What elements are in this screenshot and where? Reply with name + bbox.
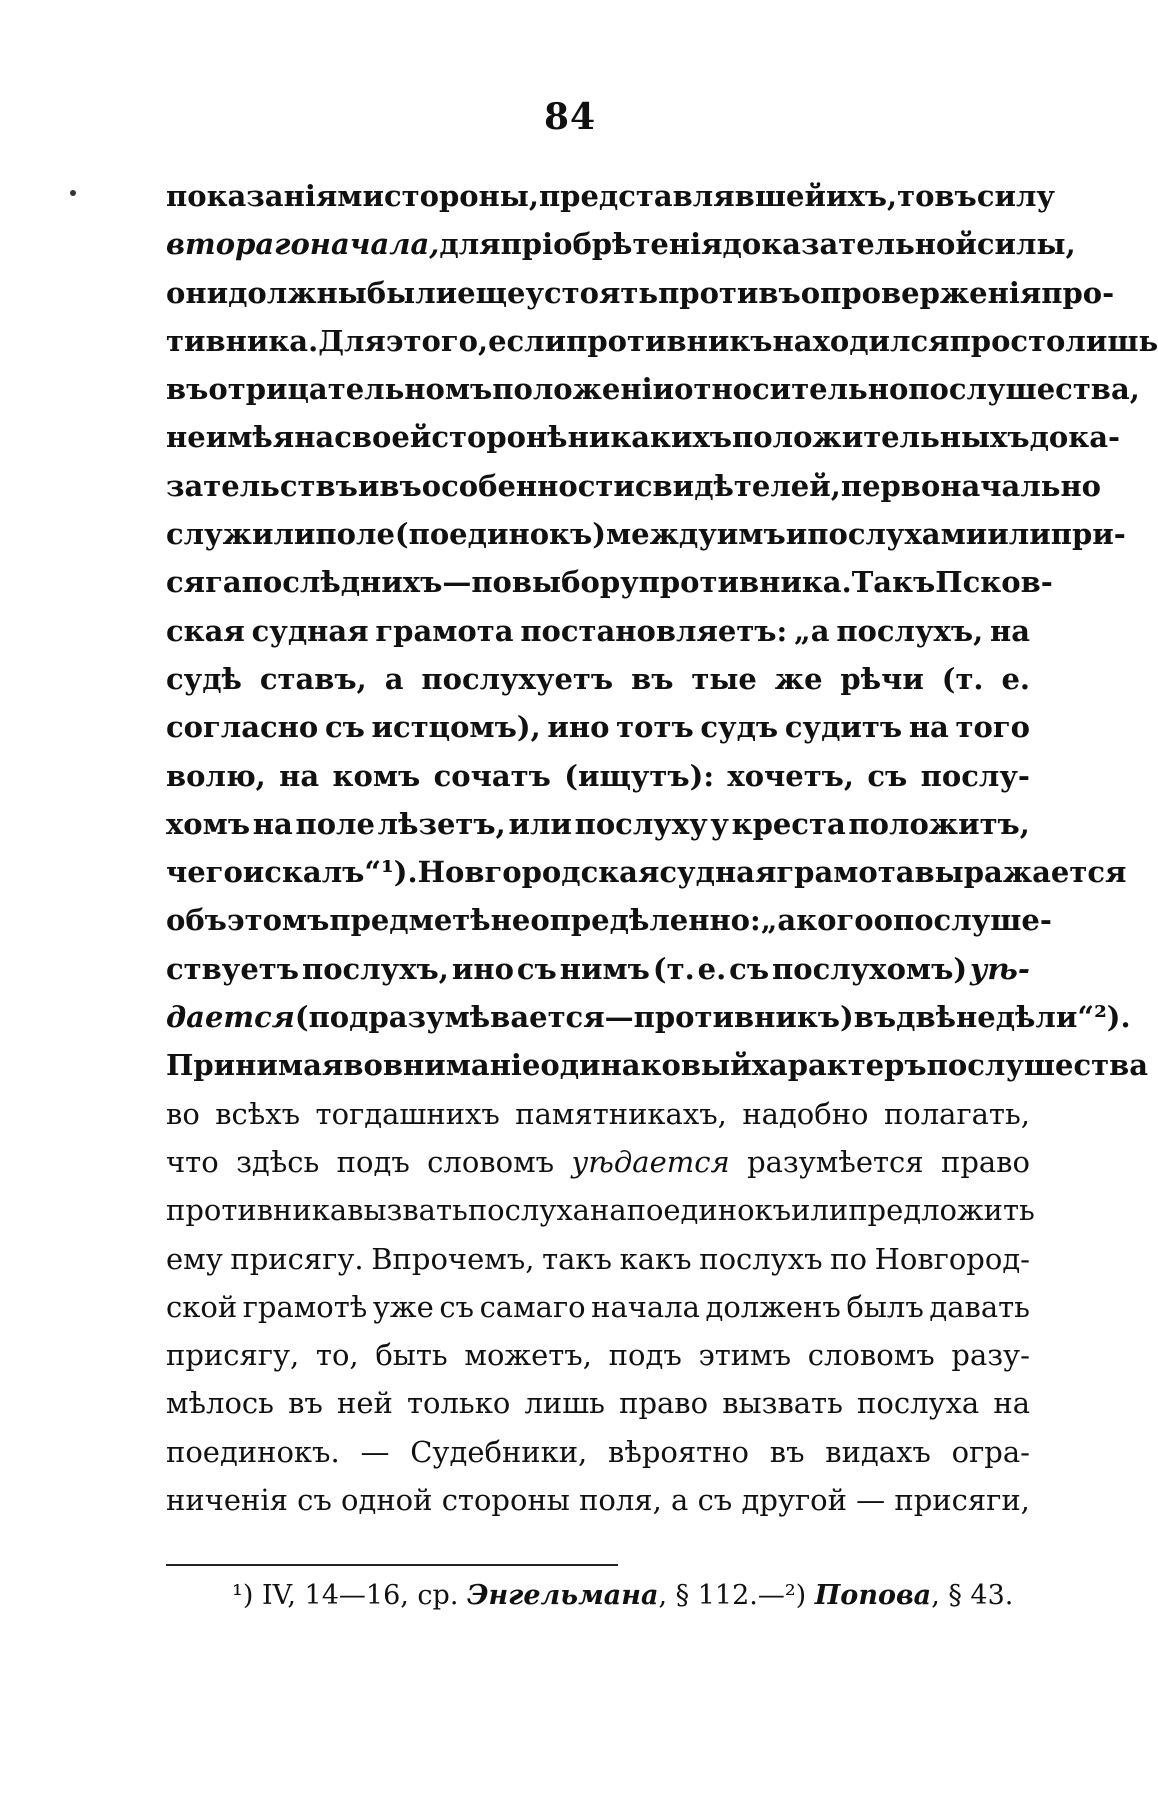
text-line xyxy=(166,220,1076,268)
text-line xyxy=(166,945,1030,993)
text-line xyxy=(166,1235,1030,1283)
word: послухами xyxy=(807,517,988,552)
word: постановляетъ: xyxy=(520,613,788,648)
word: стороны xyxy=(441,1483,570,1518)
text-line xyxy=(166,1090,1030,1138)
text-line xyxy=(166,800,1030,848)
word: выбору xyxy=(511,565,639,600)
word: (поединокъ) xyxy=(394,517,606,552)
word: во xyxy=(166,1096,200,1131)
word: если xyxy=(488,323,567,358)
word: волю, xyxy=(166,758,266,793)
word: между xyxy=(605,517,717,552)
word: согласно xyxy=(166,710,319,745)
word: (т. xyxy=(652,951,695,986)
word: былъ xyxy=(846,1289,924,1324)
footnote-divider xyxy=(166,1564,618,1566)
word: то xyxy=(897,179,935,213)
word: противника. xyxy=(638,565,852,600)
word: этомъ xyxy=(226,903,330,938)
word: втораго xyxy=(166,227,310,262)
word: имѣя xyxy=(205,420,295,455)
word: послуха xyxy=(857,1386,980,1421)
footnote-ref-text: , § 112.—²) xyxy=(658,1580,807,1611)
word: первоначально xyxy=(840,468,1102,503)
text-line xyxy=(166,1476,1030,1524)
word: памятникахъ, xyxy=(515,1096,727,1131)
word: съ xyxy=(697,1483,733,1518)
word: послухъ, xyxy=(301,951,449,986)
word: показанiями xyxy=(166,179,384,213)
word: видахъ xyxy=(825,1434,931,1469)
word: и xyxy=(357,468,380,503)
text-line xyxy=(166,848,1127,896)
word: на xyxy=(589,1193,627,1228)
word: выражается xyxy=(914,855,1127,890)
word: сяга xyxy=(166,565,242,600)
word: этимъ xyxy=(698,1338,792,1373)
word: зательствъ xyxy=(166,468,358,503)
word: уѣдается xyxy=(571,1144,730,1179)
word: съ xyxy=(729,951,770,986)
word: предложить xyxy=(848,1193,1035,1228)
word: не xyxy=(166,420,206,455)
word: право xyxy=(940,1144,1030,1179)
footnote-ref-text: , § 43. xyxy=(931,1580,1014,1611)
word: а xyxy=(384,661,404,696)
word: подъ xyxy=(336,1144,410,1179)
word: — xyxy=(442,565,472,600)
footnote xyxy=(232,1576,1032,1616)
word: неопредѣленно: xyxy=(490,903,761,938)
word: ствуетъ xyxy=(166,951,300,986)
text-line xyxy=(166,1283,1030,1331)
word: Судебники, xyxy=(410,1434,588,1469)
word: и xyxy=(785,517,808,552)
word: лишь xyxy=(1065,323,1158,358)
word: послухомъ) xyxy=(772,951,968,986)
word: ²). xyxy=(1094,1000,1131,1035)
word: разу- xyxy=(951,1338,1030,1373)
word: судная xyxy=(659,855,777,890)
word: того xyxy=(955,710,1030,745)
word: во xyxy=(343,1048,383,1083)
word: Новгород- xyxy=(874,1241,1030,1276)
word: по xyxy=(471,565,512,600)
word: про- xyxy=(1041,275,1115,310)
word: присягу, xyxy=(166,1338,300,1373)
word: особенности xyxy=(421,468,635,503)
word: начала xyxy=(591,1289,700,1324)
word: ской xyxy=(166,1289,238,1324)
word: послушества xyxy=(926,1048,1149,1083)
word: самаго xyxy=(479,1289,586,1324)
word: этого, xyxy=(385,323,489,358)
text-line xyxy=(166,703,1030,751)
footnote-author: Попова xyxy=(814,1580,932,1611)
text-line xyxy=(166,993,1131,1041)
text-line xyxy=(166,1331,1030,1379)
word: разумѣется xyxy=(747,1144,924,1179)
word: право xyxy=(619,1386,709,1421)
word: ставъ, xyxy=(259,661,367,696)
footnote-ref-text: ¹) IV, 14—16, ср. xyxy=(232,1580,459,1611)
word: послухъ, xyxy=(836,613,984,648)
word: послуху xyxy=(574,806,708,841)
word: что xyxy=(166,1144,219,1179)
word: послу- xyxy=(920,758,1030,793)
word: судитъ xyxy=(784,710,903,745)
word: Такъ xyxy=(851,565,936,600)
word: — xyxy=(360,1434,390,1469)
word: давать xyxy=(929,1289,1030,1324)
word: предметѣ xyxy=(329,903,491,938)
word: положительныхъ xyxy=(732,420,1030,455)
word: противника xyxy=(166,1193,348,1228)
text-line xyxy=(166,1041,1149,1089)
word: надобно xyxy=(742,1096,869,1131)
footnote-author: Энгельмана xyxy=(467,1580,659,1611)
word: просто xyxy=(949,323,1066,358)
text-line xyxy=(166,752,1030,800)
word: имъ xyxy=(716,517,786,552)
word: еще xyxy=(457,275,526,310)
word: ней xyxy=(337,1386,393,1421)
word: присягу. xyxy=(230,1241,364,1276)
word: здѣсь xyxy=(236,1144,320,1179)
word: лишь xyxy=(524,1386,605,1421)
word: противникъ xyxy=(566,323,773,358)
word: поле xyxy=(315,517,395,552)
word: одинаковый xyxy=(540,1048,752,1083)
word: какъ xyxy=(619,1241,692,1276)
word: судъ xyxy=(700,710,779,745)
word: креста xyxy=(731,806,846,841)
word: въ xyxy=(166,372,209,407)
word: въ xyxy=(288,1386,323,1421)
word: представлявшей xyxy=(538,179,826,213)
word: быть xyxy=(375,1338,448,1373)
word: словомъ xyxy=(807,1338,935,1373)
word: противъ xyxy=(658,275,801,310)
word: (подразумѣвается—противникъ) xyxy=(294,1000,854,1035)
word: ская xyxy=(166,613,245,648)
word: ихъ, xyxy=(825,179,898,213)
word: должны xyxy=(228,275,367,310)
word: при- xyxy=(1050,517,1126,552)
word: „а xyxy=(760,903,797,938)
word: кого xyxy=(796,903,874,938)
word: силу xyxy=(976,179,1055,213)
word: вниманiе xyxy=(382,1048,541,1083)
word: одной xyxy=(341,1483,433,1518)
word: съ xyxy=(297,1483,332,1518)
word: прiобрѣтенiя xyxy=(500,227,723,262)
word: въ xyxy=(379,468,422,503)
text-line xyxy=(166,1138,1030,1186)
word: уже xyxy=(372,1289,434,1324)
word: Новгородская xyxy=(417,855,660,890)
word: ниченiя xyxy=(166,1483,288,1518)
word: свидѣтелей, xyxy=(634,468,841,503)
text-line xyxy=(166,896,1052,944)
word: судная xyxy=(251,613,369,648)
text-line xyxy=(166,365,1140,413)
word: силы, xyxy=(976,227,1076,262)
word: чего xyxy=(166,855,243,890)
word: присяги, xyxy=(894,1483,1030,1518)
body-text xyxy=(166,172,1158,1524)
word: комъ xyxy=(332,758,421,793)
word: словомъ xyxy=(427,1144,555,1179)
word: послушества, xyxy=(908,372,1140,407)
word: поле xyxy=(295,806,375,841)
word: е. xyxy=(697,951,727,986)
word: вызвать xyxy=(722,1386,843,1421)
word: лѣзетъ, xyxy=(377,806,506,841)
word: (т. xyxy=(941,661,984,696)
word: въ xyxy=(934,179,977,213)
word: объ xyxy=(166,903,227,938)
word: съ xyxy=(867,758,908,793)
word: съ xyxy=(439,1289,475,1324)
word: только xyxy=(407,1386,511,1421)
word: поля, xyxy=(579,1483,662,1518)
word: вызвать xyxy=(347,1193,468,1228)
text-line xyxy=(166,510,1126,558)
word: относительно xyxy=(674,372,909,407)
word: никакихъ xyxy=(567,420,733,455)
word: хомъ xyxy=(166,806,251,841)
word: на xyxy=(993,1386,1030,1421)
word: тые xyxy=(691,661,757,696)
text-line xyxy=(166,269,1115,317)
word: нимъ xyxy=(559,951,650,986)
word: или xyxy=(508,806,572,841)
word: сочатъ xyxy=(433,758,551,793)
word: послухъ xyxy=(699,1241,823,1276)
word: огра- xyxy=(951,1434,1030,1469)
word: по xyxy=(830,1241,867,1276)
word: полагать, xyxy=(883,1096,1030,1131)
text-line xyxy=(166,1379,1030,1427)
word: двѣ xyxy=(896,1000,957,1035)
word: они xyxy=(166,275,229,310)
word: опроверженiя xyxy=(800,275,1042,310)
text-line xyxy=(166,317,1158,365)
word: послѣднихъ xyxy=(241,565,443,600)
word: истцомъ), xyxy=(371,710,541,745)
word: на xyxy=(252,806,293,841)
word: всѣхъ xyxy=(215,1096,301,1131)
text-line xyxy=(166,1428,1030,1476)
word: вѣроятно xyxy=(608,1434,749,1469)
word: съ xyxy=(324,710,365,745)
word: положитъ, xyxy=(848,806,1030,841)
word: или xyxy=(791,1193,849,1228)
page-number: 84 xyxy=(543,96,597,138)
word: на xyxy=(279,758,320,793)
word: на xyxy=(908,710,949,745)
word: ино xyxy=(451,951,514,986)
word: доказательной xyxy=(722,227,977,262)
word: грамотѣ xyxy=(242,1289,368,1324)
word: Для xyxy=(318,323,386,358)
word: грамота xyxy=(375,613,514,648)
word: послухуетъ xyxy=(421,661,614,696)
text-line xyxy=(166,558,1053,606)
word: Впрочемъ, xyxy=(371,1241,535,1276)
word: же xyxy=(774,661,823,696)
text-line xyxy=(166,172,1055,220)
word: были xyxy=(366,275,458,310)
word: съ xyxy=(516,951,557,986)
word: мѣлось xyxy=(166,1386,274,1421)
word: Псков- xyxy=(935,565,1053,600)
word: хочетъ, xyxy=(727,758,855,793)
word: дока- xyxy=(1029,420,1121,455)
word: ино xyxy=(547,710,610,745)
word: другой xyxy=(741,1483,847,1518)
word: для xyxy=(439,227,501,262)
word: сторонѣ xyxy=(431,420,568,455)
word: находился xyxy=(772,323,950,358)
word: недѣли“ xyxy=(956,1000,1095,1035)
word: е. xyxy=(1001,661,1030,696)
word: такъ xyxy=(542,1241,613,1276)
word: послуха xyxy=(467,1193,590,1228)
word: можетъ, xyxy=(464,1338,592,1373)
word: Принимая xyxy=(166,1048,344,1083)
word: начала, xyxy=(309,227,440,262)
word: то, xyxy=(315,1338,359,1373)
word: или xyxy=(987,517,1051,552)
text-line xyxy=(166,413,1121,461)
word: опослуше- xyxy=(873,903,1052,938)
text-line xyxy=(166,1186,1035,1234)
word: ¹). xyxy=(381,855,418,890)
word: уѣ- xyxy=(970,951,1030,986)
word: въ xyxy=(769,1434,805,1469)
word: на xyxy=(294,420,335,455)
word: положенiи xyxy=(492,372,675,407)
word: рѣчи xyxy=(840,661,924,696)
word: тивника. xyxy=(166,323,319,358)
margin-mark xyxy=(70,190,76,196)
word: „а xyxy=(794,613,830,648)
word: служили xyxy=(166,517,316,552)
word: (ищутъ): xyxy=(564,758,715,793)
word: а xyxy=(671,1483,689,1518)
word: подъ xyxy=(608,1338,682,1373)
word: поединокъ xyxy=(626,1193,792,1228)
word: поединокъ. xyxy=(166,1434,340,1469)
word: въ xyxy=(853,1000,897,1035)
word: грамота xyxy=(776,855,915,890)
word: отрицательномъ xyxy=(208,372,493,407)
word: своей xyxy=(334,420,432,455)
text-line xyxy=(166,655,1030,703)
word: тогдашнихъ xyxy=(315,1096,500,1131)
word: тотъ xyxy=(616,710,694,745)
word: судѣ xyxy=(166,661,242,696)
word: искалъ“ xyxy=(242,855,382,890)
word: ему xyxy=(166,1241,223,1276)
word: стороны, xyxy=(383,179,539,213)
word: характеръ xyxy=(751,1048,927,1083)
word: — xyxy=(856,1483,886,1518)
text-line xyxy=(166,462,1102,510)
word: долженъ xyxy=(705,1289,841,1324)
word: дается xyxy=(166,1000,295,1035)
word: на xyxy=(989,613,1030,648)
word: въ xyxy=(631,661,674,696)
word: у xyxy=(710,806,729,841)
text-line xyxy=(166,607,1030,655)
word: устоять xyxy=(525,275,659,310)
